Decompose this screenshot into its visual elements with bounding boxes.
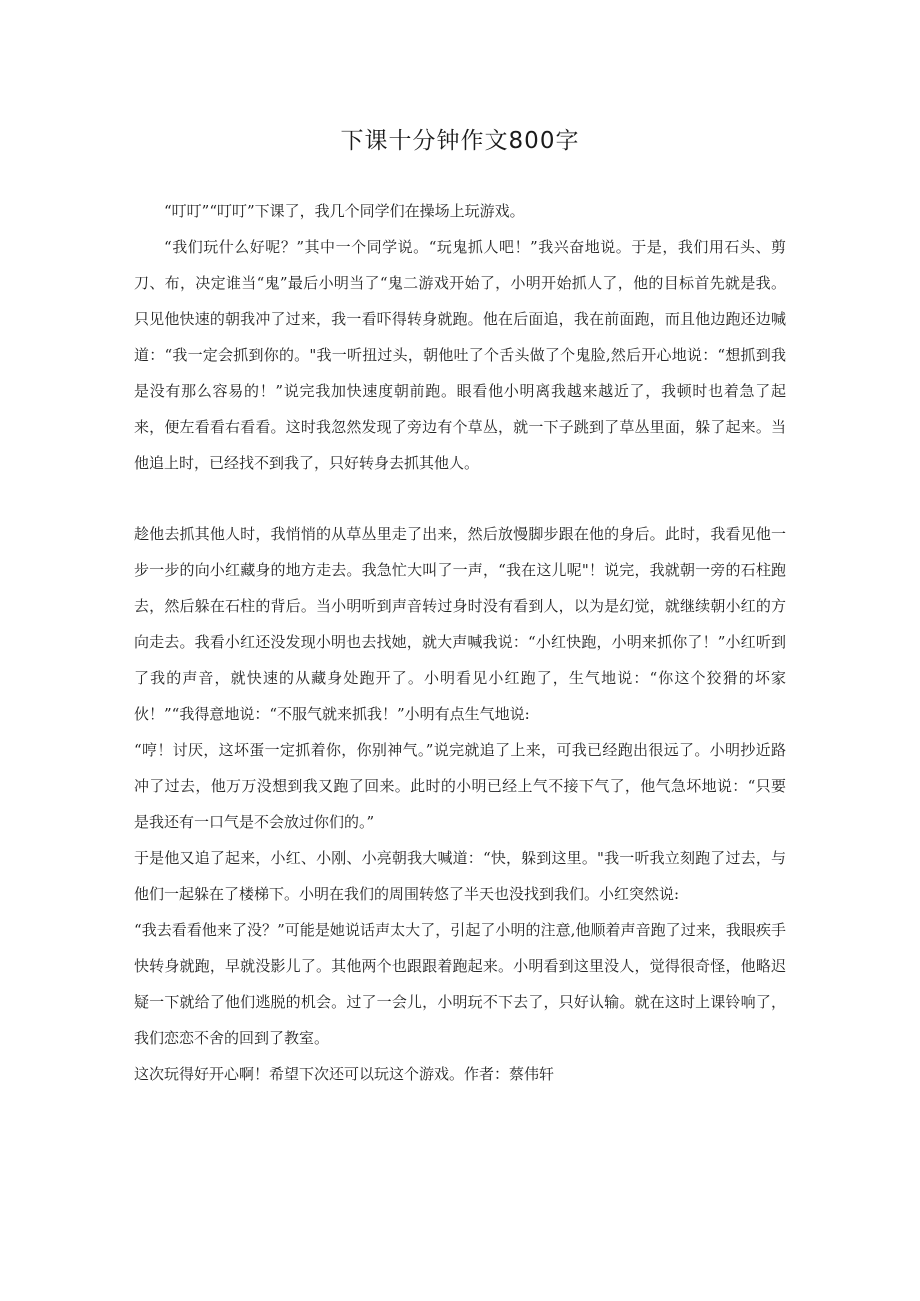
paragraph-2: “我们玩什么好呢？”其中一个同学说。“玩鬼抓人吧！”我兴奋地说。于是，我们用石头、剪刀、布，决定谁当“鬼”最后小明当了“鬼二游戏开始了，小明开始抓人了，他的目标首先就是我。只见他快速的朝我冲了过来，我一看吓得转身就跑。他在后面追，我在前面跑，而且他边跑还边喊道：“我一定会抓到你的。"我一听扭过头，朝他吐了个舌头做了个鬼脸,然后开心地说：“想抓到我是没有那么容易的！”说完我加快速度朝前跑。眼看他小明离我越来越近了，我顿时也着急了起来，便左看看右看看。这时我忽然发现了旁边有个草丛，就一下子跳到了草丛里面，躲了起来。当他追上时，已经找不到我了，只好转身去抓其他人。 <box>134 238 786 472</box>
main-section <box>134 516 786 1092</box>
paragraph-1: “叮叮”“叮叮”下课了，我几个同学们在操场上玩游戏。 <box>164 202 525 220</box>
paragraph-4: “哼！讨厌，这坏蛋一定抓着你，你别神气。”说完就追了上来，可我已经跑出很远了。小明抄近路冲了过去，他万万没想到我又跑了回来。此时的小明已经上气不接下气了，他气急坏地说：“只要是我还有一口气是不会放过你们的。” <box>134 741 786 831</box>
paragraph-5: 于是他又追了起来，小红、小刚、小亮朝我大喊道：“快，躲到这里。"我一听我立刻跑了过去，与他们一起躲在了楼梯下。小明在我们的周围转悠了半天也没找到我们。小红突然说: <box>134 849 786 903</box>
intro-section <box>134 193 786 481</box>
paragraph-7: 这次玩得好开心啊！希望下次还可以玩这个游戏。作者：蔡伟轩 <box>134 1065 555 1083</box>
page-title: 下课十分钟作文800字 <box>340 128 580 154</box>
paragraph-3: 趁他去抓其他人时，我悄悄的从草丛里走了出来，然后放慢脚步跟在他的身后。此时，我看见他一步一步的向小红藏身的地方走去。我急忙大叫了一声，“我在这儿呢"！说完，我就朝一旁的石柱跑去，然后躲在石柱的背后。当小明听到声音转过身时没有看到人，以为是幻觉，就继续朝小红的方向走去。我看小红还没发现小明也去找她，就大声喊我说：“小红快跑，小明来抓你了！”小红听到了我的声音，就快速的从藏身处跑开了。小明看见小红跑了，生气地说：“你这个狡猾的坏家伙！”“我得意地说：“不服气就来抓我！”小明有点生气地说: <box>134 525 786 723</box>
paragraph-6: “我去看看他来了没？”可能是她说话声太大了，引起了小明的注意,他顺着声音跑了过来，我眼疾手快转身就跑，早就没影儿了。其他两个也跟跟着跑起来。小明看到这里没人，觉得很奇怪，他略迟疑一下就给了他们逃脱的机会。过了一会儿，小明玩不下去了，只好认输。就在这时上课铃响了，我们恋恋不舍的回到了教室。 <box>134 921 786 1047</box>
